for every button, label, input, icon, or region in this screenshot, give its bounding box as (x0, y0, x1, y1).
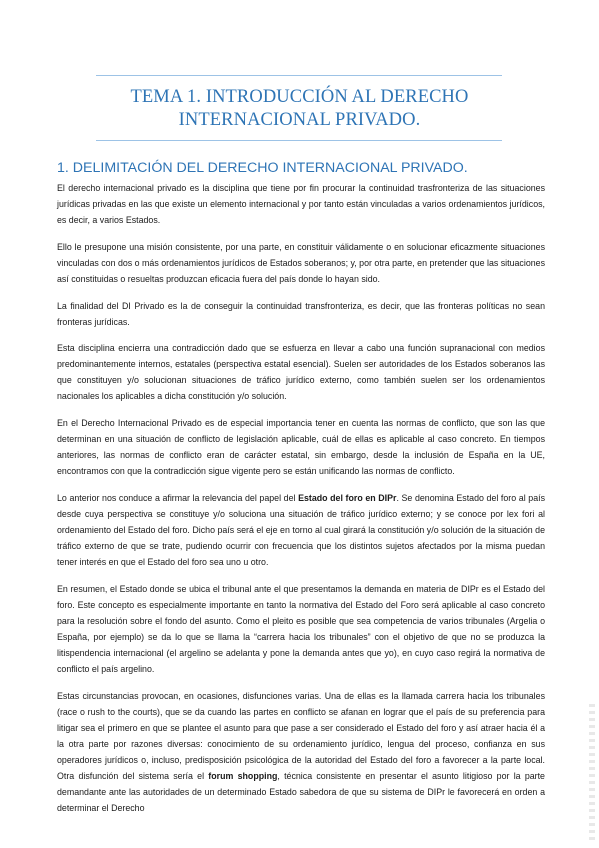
paragraph-text: , técnica consistente en presentar el asunto litigioso por la parte demandante ante las autoridades de un determinado Estado sabedora de que su sistema de DIPr le favorecerá en orden a determinar el Derecho (57, 770, 545, 813)
paragraph: El derecho internacional privado es la disciplina que tiene por fin procurar la continuidad trasfronteriza de las situaciones jurídicas privadas en las que existe un elemento internacional y por tanto están vinculadas a varios ordenamientos jurídicos, es decir, a varios Estados. (57, 183, 545, 225)
paragraph-text: Lo anterior nos conduce a afirmar la relevancia del papel del (57, 492, 299, 503)
title-top-rule (96, 75, 502, 76)
title-bottom-rule (96, 140, 502, 141)
title-line-2: INTERNACIONAL PRIVADO. (178, 110, 421, 130)
title-line-1: TEMA 1. INTRODUCCIÓN AL DERECHO (130, 87, 469, 107)
document-body (57, 180, 545, 826)
paragraph: La finalidad del DI Privado es la de conseguir la continuidad transfronteriza, es decir, que las fronteras políticas no sean fronteras jurídicas. (57, 300, 545, 327)
paragraph: En el Derecho Internacional Privado es de especial importancia tener en cuenta las normas de conflicto, que son las que determinan en una situación de conflicto de legislación aplicable, cuál de ellas es aplicable al caso concreto. En tiempos anteriores, las normas de conflicto eran de carácter estatal, sin embargo, desde la inclusión de España en la UE, encontramos con que la contradicción sigue vigente pero se están unificando las normas de conflicto. (57, 418, 545, 477)
paragraph-text: Estas circunstancias provocan, en ocasiones, disfunciones varias. Una de ellas es la llamada carrera hacia los tribunales (race o rush to the courts), que se da cuando las partes en conflicto se afanan en lograr que el país de su preferencia para litigar sea el primero en que se plantee el asunto para que pase a ser considerado el Estado del foro y así atraer hacia él a la otra parte por razones diversas: conocimiento de su ordenamiento jurídico, lengua del proceso, confianza en sus operadores jurídicos o, incluso, predisposición psicológica de la autoridad del Estado del foro a favorecer a la parte local. Otra disfunción del sistema sería el (57, 690, 545, 781)
bold-term-forum-shopping: forum shopping (208, 770, 278, 781)
document-title (80, 86, 519, 132)
paragraph (57, 490, 545, 570)
paragraph: En resumen, el Estado donde se ubica el tribunal ante el que presentamos la demanda en materia de DIPr es el Estado del foro. Este concepto es especialmente importante en tanto la normativa del Estado del Foro será aplicable al caso concreto para la resolución sobre el fondo del asunto. Como el pleito es posible que sea competencia de varios tribunales (Argelia o España, por ejemplo) se da lo que se llama la “carrera hacia los tribunales” con el objetivo de que no se produzca la litispendencia internacional (el argelino se adelanta y pone la demanda antes que yo), en cuyo caso regirá la normativa de conflicto el país argelino. (57, 583, 545, 674)
section-heading: 1. DELIMITACIÓN DEL DERECHO INTERNACIONAL PRIVADO. (57, 160, 468, 176)
paragraph: Esta disciplina encierra una contradicción dado que se esfuerza en llevar a cabo una función supranacional con medios predominantemente internos, estatales (perspectiva estatal esencial). Suelen ser autoridades de los Estados soberanos las que constituyen y/o solucionan situaciones de tráfico jurídico externo, como también suelen ser los ordenamientos nacionales los aplicables a dicha constitución y/o solución. (57, 343, 545, 402)
paragraph: Ello le presupone una misión consistente, por una parte, en constituir válidamente o en solucionar eficazmente situaciones vinculadas con dos o más ordenamientos jurídicos de Estados soberanos; y, por otra parte, en pretender que las situaciones así constituidas o resueltas produzcan eficacia fuera del país donde lo hayan sido. (57, 241, 545, 284)
page-edge-artifact (589, 704, 595, 840)
paragraph-text: . Se denomina Estado del foro al país desde cuya perspectiva se constituye y/o soluciona una situación de tráfico jurídico externo; y se conoce por lex fori al ordenamiento del Estado del foro. Dicho país será el eje en torno al cual girará la constitución y/o solución de la situación de tráfico externo de que se trate, pudiendo ocurrir con frecuencia que los distintos sujetos afectados por la misma puedan tener interés en que el Estado del foro sea uno u otro. (57, 492, 545, 567)
paragraph (57, 688, 545, 816)
bold-term-estado-del-foro: Estado del foro en DIPr (298, 492, 397, 503)
